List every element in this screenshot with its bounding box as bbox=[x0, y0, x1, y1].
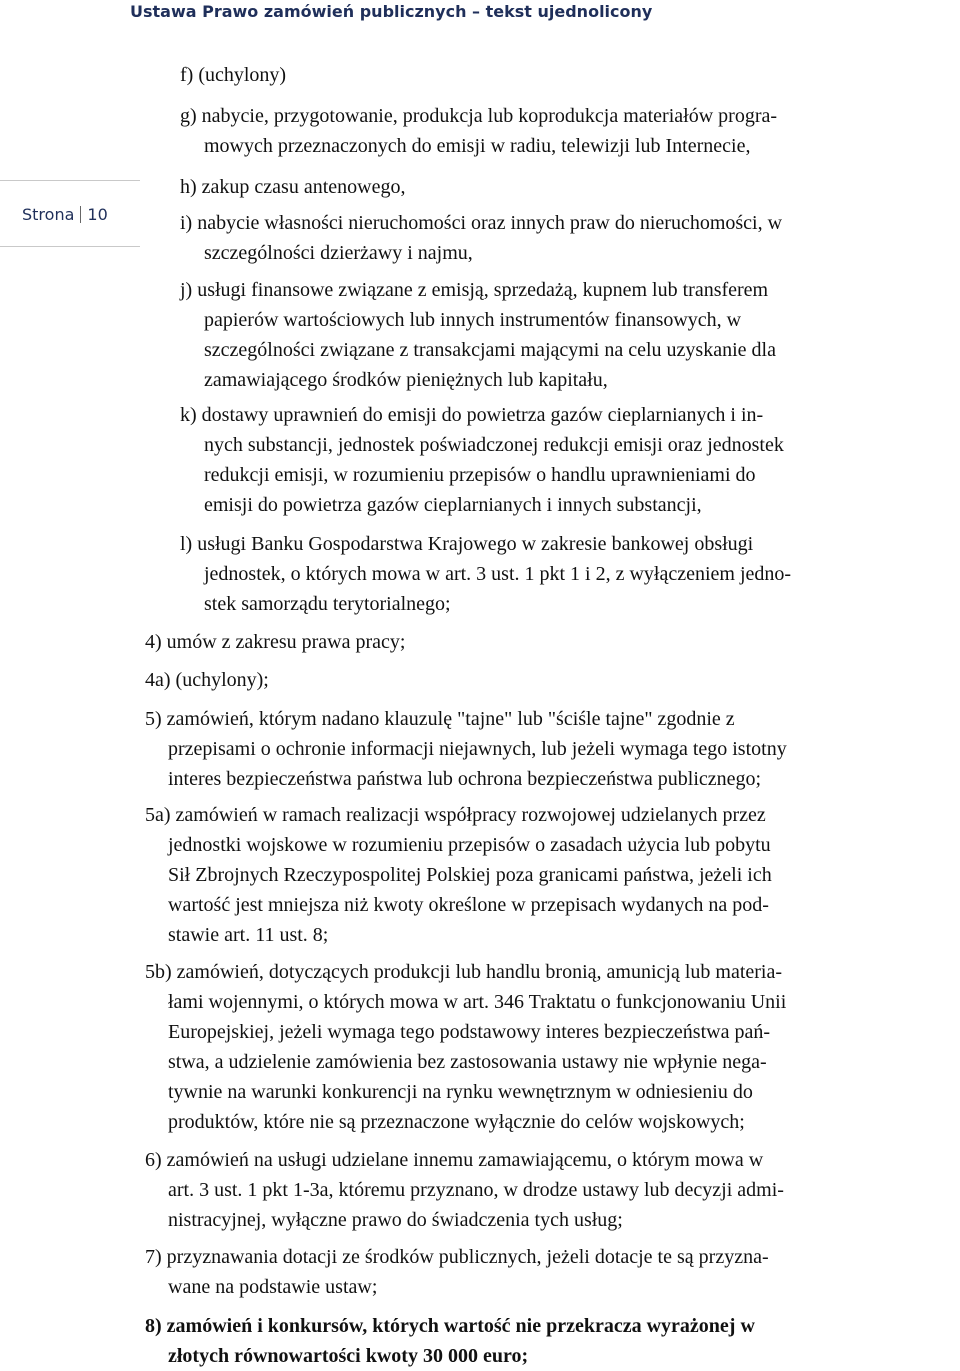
item-line: łami wojennymi, o których mowa w art. 346 Traktatu o funkcjonowaniu Unii bbox=[168, 991, 787, 1013]
item-line: l) usługi Banku Gospodarstwa Krajowego w zakresie bankowej obsługi bbox=[180, 533, 754, 555]
page-number-box bbox=[0, 180, 140, 247]
list-item-6 bbox=[145, 1145, 784, 1235]
item-line: k) dostawy uprawnień do emisji do powietrza gazów cieplarnianych i in- bbox=[180, 404, 764, 426]
item-line: zamawiającego środków pieniężnych lub kapitału, bbox=[204, 369, 608, 391]
item-line: szczególności dzierżawy i najmu, bbox=[204, 242, 473, 264]
item-line: stawie art. 11 ust. 8; bbox=[168, 924, 329, 946]
item-line: Sił Zbrojnych Rzeczypospolitej Polskiej poza granicami państwa, jeżeli ich bbox=[168, 864, 772, 886]
item-line: 8) zamówień i konkursów, których wartość nie przekracza wyrażonej w bbox=[145, 1315, 755, 1337]
item-line: jednostek, o których mowa w art. 3 ust. 1 pkt 1 i 2, z wyłączeniem jedno- bbox=[204, 563, 792, 585]
list-item-7 bbox=[145, 1242, 769, 1302]
list-item-4 bbox=[145, 627, 405, 657]
page-label bbox=[22, 205, 108, 224]
item-line: złotych równowartości kwoty 30 000 euro; bbox=[168, 1345, 529, 1367]
item-line: wane na podstawie ustaw; bbox=[168, 1276, 378, 1298]
item-line: redukcji emisji, w rozumieniu przepisów o handlu uprawnieniami do bbox=[204, 464, 756, 486]
item-line: stwa, a udzielenie zamówienia bez zastosowania ustawy nie wpłynie nega- bbox=[168, 1051, 767, 1073]
item-line: przepisami o ochronie informacji niejawnych, lub jeżeli wymaga tego istotny bbox=[168, 738, 787, 760]
item-line: jednostki wojskowe w rozumieniu przepisów o zasadach użycia lub pobytu bbox=[168, 834, 771, 856]
page-label-separator bbox=[80, 206, 81, 223]
list-item-4a bbox=[145, 665, 269, 695]
item-line: produktów, które nie są przeznaczone wyłącznie do celów wojskowych; bbox=[168, 1111, 745, 1133]
page-number: 10 bbox=[87, 205, 108, 224]
item-line: tywnie na warunki konkurencji na rynku wewnętrznym w odniesieniu do bbox=[168, 1081, 753, 1103]
document-header: Ustawa Prawo zamówień publicznych – tekst ujednolicony bbox=[130, 2, 653, 21]
list-item-5 bbox=[145, 704, 787, 794]
list-item-g bbox=[180, 101, 777, 161]
item-line: 7) przyznawania dotacji ze środków publicznych, jeżeli dotacje te są przyzna- bbox=[145, 1246, 769, 1268]
item-line: papierów wartościowych lub innych instrumentów finansowych, w bbox=[204, 309, 742, 331]
item-line: 6) zamówień na usługi udzielane innemu zamawiającemu, o którym mowa w bbox=[145, 1149, 764, 1171]
item-line: i) nabycie własności nieruchomości oraz innych praw do nieruchomości, w bbox=[180, 212, 783, 234]
item-line: 5) zamówień, którym nadano klauzulę "tajne" lub "ściśle tajne" zgodnie z bbox=[145, 708, 735, 730]
item-line: emisji do powietrza gazów cieplarnianych i innych substancji, bbox=[204, 494, 702, 516]
item-line: szczególności związane z transakcjami mającymi na celu uzyskanie dla bbox=[204, 339, 776, 361]
list-item-8 bbox=[145, 1311, 755, 1371]
list-item-j bbox=[180, 275, 776, 395]
item-line: 4a) (uchylony); bbox=[145, 669, 269, 691]
item-line: mowych przeznaczonych do emisji w radiu, telewizji lub Internecie, bbox=[204, 135, 751, 157]
list-item-5b bbox=[145, 957, 786, 1137]
item-line: f) (uchylony) bbox=[180, 64, 287, 86]
item-line: g) nabycie, przygotowanie, produkcja lub koprodukcja materiałów progra- bbox=[180, 105, 778, 127]
list-item-l bbox=[180, 529, 791, 619]
item-line: 5b) zamówień, dotyczących produkcji lub handlu bronią, amunicją lub materia- bbox=[145, 961, 783, 983]
list-item-k bbox=[180, 400, 784, 520]
item-line: nistracyjnej, wyłączne prawo do świadczenia tych usług; bbox=[168, 1209, 623, 1231]
item-line: h) zakup czasu antenowego, bbox=[180, 176, 406, 198]
item-line: interes bezpieczeństwa państwa lub ochrona bezpieczeństwa publicznego; bbox=[168, 768, 762, 790]
item-line: 5a) zamówień w ramach realizacji współpracy rozwojowej udzielanych przez bbox=[145, 804, 766, 826]
item-line: j) usługi finansowe związane z emisją, sprzedażą, kupnem lub transferem bbox=[180, 279, 769, 301]
list-item-i bbox=[180, 208, 782, 268]
item-line: stek samorządu terytorialnego; bbox=[204, 593, 451, 615]
item-line: nych substancji, jednostek poświadczonej redukcji emisji oraz jednostek bbox=[204, 434, 784, 456]
item-line: art. 3 ust. 1 pkt 1-3a, któremu przyznano, w drodze ustawy lub decyzji admi- bbox=[168, 1179, 784, 1201]
page-label-text: Strona bbox=[22, 205, 75, 224]
item-line: wartość jest mniejsza niż kwoty określone w przepisach wydanych na pod- bbox=[168, 894, 769, 916]
item-line: Europejskiej, jeżeli wymaga tego podstawowy interes bezpieczeństwa pań- bbox=[168, 1021, 771, 1043]
list-item-5a bbox=[145, 800, 772, 950]
item-line: 4) umów z zakresu prawa pracy; bbox=[145, 631, 406, 653]
list-item-h bbox=[180, 172, 405, 202]
list-item-f bbox=[180, 60, 286, 90]
